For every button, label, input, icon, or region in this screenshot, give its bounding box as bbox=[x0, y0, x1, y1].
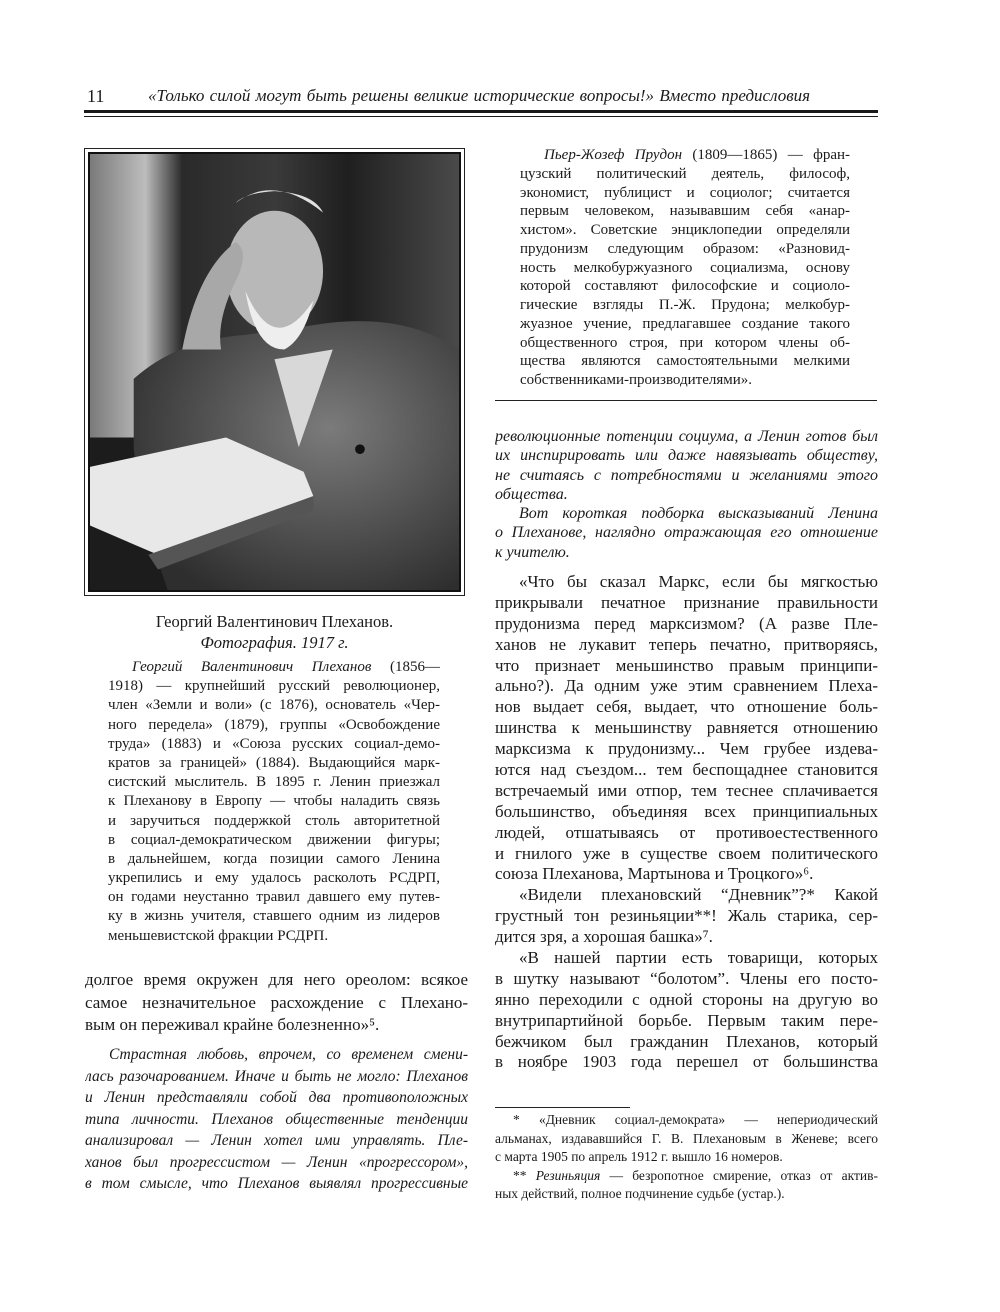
text-line: и заручиться поддержкой столь авторитетной bbox=[108, 812, 440, 829]
text-line: экономист, публицист и социолог; считается bbox=[520, 184, 850, 201]
text-line: их инспирировать или даже навязывать обществу, bbox=[495, 447, 878, 465]
portrait-photo bbox=[84, 148, 465, 596]
text-line: вым он переживал крайне болезненно»⁵. bbox=[85, 1015, 380, 1034]
text-line: ханов был прогрессистом — Ленин «прогрессором», bbox=[85, 1153, 468, 1171]
text-line: шинства к меньшинству равняется отношению bbox=[495, 718, 878, 738]
text-line: людей, отшатываясь от противоестественного bbox=[495, 822, 878, 842]
footnotes bbox=[495, 1111, 878, 1204]
text-line: ально?). Да одним уже этим сравнением Плеха- bbox=[495, 676, 878, 696]
text-line: грустный тон резиньяции**! Жаль старика, сер- bbox=[495, 906, 878, 926]
text-line: 1918) — крупнейший русский революционер, bbox=[108, 678, 440, 695]
text-line: к Плеханову в Европу — чтобы наладить связь bbox=[108, 793, 440, 810]
text-line: самое незначительное расхождение с Плехано- bbox=[85, 992, 468, 1012]
text-line: в дальнейшем, когда позиции самого Ленина bbox=[108, 850, 440, 867]
text-line: янно переходили с одной стороны на другую во bbox=[495, 989, 878, 1009]
text-line: прудонизм следующим образом: «Разновид- bbox=[520, 240, 850, 257]
text-line: ных действий, полное подчинение судьбе (устар.). bbox=[495, 1186, 785, 1201]
right-main-text bbox=[495, 572, 878, 1073]
text-span: — безропотное смирение, отказ от актив- bbox=[600, 1167, 878, 1183]
paragraph bbox=[495, 1111, 878, 1167]
text-line: «В нашей партии есть товарищи, которых bbox=[519, 948, 878, 968]
text-line: цузский политический деятель, философ, bbox=[520, 165, 850, 182]
text-line: альманах, издававшийся Г. В. Плехановым в Женеве; всего bbox=[495, 1130, 878, 1146]
paragraph bbox=[85, 969, 468, 1037]
italic-term: Георгий Валентинович Плеханов bbox=[132, 659, 372, 675]
text-line: в шутку называют “болотом”. Члены его посто- bbox=[495, 968, 878, 988]
text-line bbox=[520, 146, 850, 165]
text-line: революционные потенции социума, а Ленин готов был bbox=[495, 428, 878, 445]
text-line: долгое время окружен для него ореолом: всякое bbox=[85, 970, 468, 989]
text-line: и гнилого уже в существе своем политического bbox=[495, 843, 878, 863]
text-line: систский мыслитель. В 1895 г. Ленин приезжал bbox=[108, 774, 440, 791]
text-line: щества являются самостоятельными мелкими bbox=[520, 353, 850, 370]
text-line: внутрипартийной борьбе. Первым таким пере- bbox=[495, 1010, 878, 1030]
text-line: общественного строя, при котором члены об- bbox=[520, 334, 850, 351]
text-line: марксизма к прудонизму... Чем грубее издева- bbox=[495, 739, 878, 759]
page-number: 11 bbox=[87, 86, 105, 106]
text-line: к учителю. bbox=[495, 543, 570, 561]
paragraph bbox=[495, 504, 878, 562]
text-line: анализировал — Ленин хотел ими управлять. Пле- bbox=[85, 1132, 468, 1149]
text-line: хистом». Советские энциклопедии определяли bbox=[520, 222, 850, 238]
text-line bbox=[108, 658, 440, 677]
text-line: большинство, объединяя всех принципиальных bbox=[495, 801, 878, 821]
running-title: «Только силой могут быть решены великие исторические вопросы!» Вместо предисловия bbox=[148, 86, 810, 105]
text-line: прикрывали печатное признание правильности bbox=[495, 592, 878, 612]
paragraph bbox=[85, 1044, 468, 1195]
right-italic-commentary bbox=[495, 427, 878, 562]
text-line: Вот короткая подборка высказываний Ленина bbox=[519, 505, 878, 523]
italic-term: Резиньяция bbox=[535, 1167, 601, 1183]
text-line: дится зря, а хорошая башка»⁷. bbox=[495, 927, 713, 947]
photo-caption-note: Фотография. 1917 г. bbox=[200, 633, 349, 652]
italic-term: Пьер-Жозеф Прудон bbox=[544, 147, 683, 163]
text-line: бежчиком был гражданин Плеханов, который bbox=[495, 1031, 878, 1051]
text-line: «Что бы сказал Маркс, если бы мягкостью bbox=[519, 572, 878, 591]
proudhon-bio-sidebar bbox=[520, 146, 850, 390]
header-rule-thin bbox=[84, 116, 878, 117]
text-span: ** bbox=[513, 1167, 536, 1183]
paragraph bbox=[108, 658, 440, 946]
text-line: которой составляют философские и социоло- bbox=[520, 278, 850, 295]
paragraph bbox=[495, 1167, 878, 1204]
text-line: укрепились и ему удалось расколоть РСДРП, bbox=[108, 870, 440, 887]
text-line: * «Дневник социал-демократа» — непериодический bbox=[513, 1112, 878, 1127]
text-line: в социал-демократическом движении фигуры; bbox=[108, 831, 440, 848]
photo-caption-name: Георгий Валентинович Плеханов. bbox=[155, 612, 394, 631]
paragraph bbox=[495, 948, 878, 1073]
text-line: труда» (1883) и «Союза русских социал-демо- bbox=[108, 735, 440, 752]
text-line: не считаясь с потребностями и желаниями этого bbox=[495, 466, 878, 484]
paragraph bbox=[520, 146, 850, 390]
text-line: Страстная любовь, впрочем, со временем смени- bbox=[109, 1046, 468, 1063]
text-line: собственниками-производителями». bbox=[520, 372, 753, 388]
text-line: прудонизма перед марксизмом? (А разве Пле- bbox=[495, 613, 878, 633]
text-line: ность мелкобуржуазного социализма, основу bbox=[520, 259, 850, 276]
text-line: о Плеханове, наглядно отражающая его отношение bbox=[495, 524, 878, 542]
text-line: лась разочарованием. Иначе и быть не могло: Плеханов bbox=[85, 1067, 468, 1085]
text-span: (1856— bbox=[371, 659, 440, 675]
text-line: ются над съездом... тем беспощаднее становится bbox=[495, 760, 878, 780]
text-line: меньшевистской фракции РСДРП. bbox=[108, 927, 329, 944]
paragraph bbox=[495, 572, 878, 885]
text-line bbox=[495, 1167, 878, 1186]
text-line: и Ленин представляли собой два противоположных bbox=[85, 1089, 468, 1106]
paragraph bbox=[495, 427, 878, 504]
text-line: гические взгляды П.-Ж. Прудона; мелкобур- bbox=[520, 297, 850, 313]
portrait-image bbox=[88, 152, 461, 592]
text-line: что признает меньшинство правым принципи- bbox=[495, 655, 878, 675]
text-line: он годами неустанно травил давшего ему путев- bbox=[108, 889, 440, 906]
paragraph bbox=[495, 885, 878, 948]
plekhanov-bio-sidebar bbox=[108, 658, 440, 946]
text-line: «Видели плехановский “Дневник”?* Какой bbox=[519, 885, 878, 905]
left-main-text bbox=[85, 969, 468, 1037]
header-rule-thick bbox=[84, 110, 878, 113]
text-line: член «Земли и воли» (с 1876), основатель «Чер- bbox=[108, 697, 440, 714]
text-line: общества. bbox=[495, 485, 568, 503]
text-line: встречаемый ими отпор, тем теснее сплачивается bbox=[495, 780, 878, 800]
text-line: ного передела» (1879), группы «Освобождение bbox=[108, 716, 440, 733]
left-italic-commentary bbox=[85, 1044, 468, 1195]
text-line: в ноябре 1903 года перешел от большинства bbox=[495, 1052, 878, 1072]
text-line: союза Плеханова, Мартынова и Троцкого»⁶. bbox=[495, 864, 814, 884]
text-line: ку в жизнь учителя, ставшего одним из лидеров bbox=[108, 908, 440, 925]
text-line: первым человеком, называвшим себя «анар- bbox=[520, 203, 850, 220]
text-line: нов выдает себя, выдает, что отношение боль- bbox=[495, 697, 878, 717]
text-line: жуазное учение, предлагавшее создание такого bbox=[520, 315, 850, 332]
footnote-separator bbox=[495, 1107, 630, 1108]
sidebar-separator bbox=[495, 400, 877, 401]
text-line: ханов не лукавит теперь печатно, притворяясь, bbox=[495, 634, 878, 654]
text-line: кратов за границей» (1884). Выдающийся марк- bbox=[108, 754, 440, 771]
text-span: (1809—1865) — фран- bbox=[682, 147, 850, 163]
text-line: типа личности. Плеханов общественные тенденции bbox=[85, 1110, 468, 1128]
text-line: с марта 1905 по апрель 1912 г. вышло 16 номеров. bbox=[495, 1149, 783, 1164]
text-line: в том смысле, что Плеханов выявлял прогрессивные bbox=[85, 1175, 468, 1192]
